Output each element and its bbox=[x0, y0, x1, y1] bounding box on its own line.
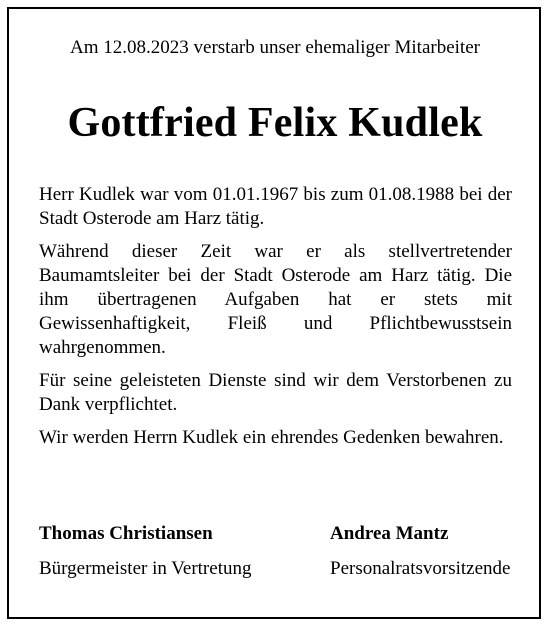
intro-line: Am 12.08.2023 verstarb unser ehemaliger Mitarbeiter bbox=[70, 37, 480, 58]
paragraph-gratitude: Für seine geleisteten Dienste sind wir dem Verstorbenen zu Dank verpflichtet. bbox=[39, 370, 512, 415]
signatory-role: Personalratsvorsitzende bbox=[330, 558, 511, 579]
paragraph-employment: Herr Kudlek war vom 01.01.1967 bis zum 01.08.1988 bei der Stadt Osterode am Harz tätig. bbox=[39, 184, 512, 229]
signatory-role: Bürgermeister in Vertretung bbox=[39, 558, 252, 579]
notice-body bbox=[39, 183, 512, 459]
deceased-name: Gottfried Felix Kudlek bbox=[67, 100, 483, 146]
paragraph-duties: Während dieser Zeit war er als stellvertretender Baumamtsleiter bei der Stadt Osterode am Harz tätig. Die ihm übertragenen Aufgaben hat er stets mit Gewissenhaftigkeit, Fleiß und Pflichtbewusstsein wahrgenommen. bbox=[39, 241, 512, 358]
signatory-name: Thomas Christiansen bbox=[39, 523, 213, 544]
paragraph-remembrance: Wir werden Herrn Kudlek ein ehrendes Gedenken bewahren. bbox=[39, 427, 504, 448]
signatory-name: Andrea Mantz bbox=[330, 523, 449, 544]
